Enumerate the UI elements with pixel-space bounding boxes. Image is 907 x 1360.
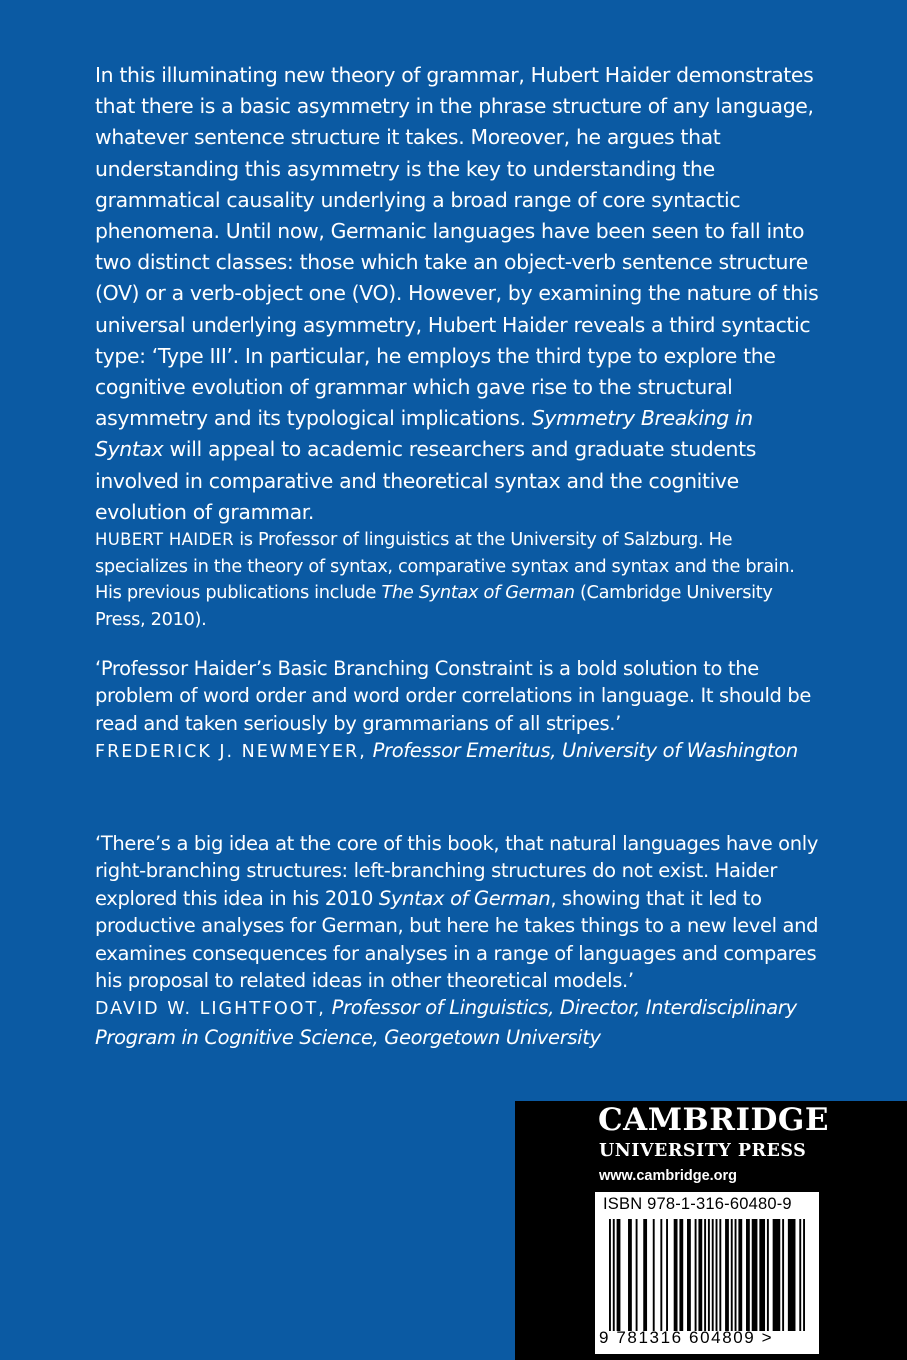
- quote-text-after: , showing that it led to productive analyses for German, but here he takes things to a new level and examines consequences for analyses in a range of languages and compares his proposal to related ideas in other theoretical models.’: [95, 886, 819, 993]
- barcode-bar: [695, 1219, 697, 1331]
- barcode-box: [595, 1192, 819, 1354]
- quote-affiliation: Professor Emeritus, University of Washington: [372, 739, 798, 763]
- blurb-part1: In this illuminating new theory of grammar, Hubert Haider demonstrates that there is a basic asymmetry in the phrase structure of any language, whatever sentence structure it takes. Moreover, he argues that understanding this asymmetry is the key to understanding the grammatical causality underlying a broad range of core syntactic phenomena. Until now, Germanic languages have been seen to fall into two distinct classes: those which take an object-verb sentence structure (OV) or a verb-object one (VO). However, by examining the nature of this universal underlying asymmetry, Hubert Haider reveals a third syntactic type: ‘Type III’. In particular, he employs the third type to explore the cognitive evolution of grammar which gave rise to the structural asymmetry and its typological implications.: [95, 63, 819, 431]
- publisher-url: www.cambridge.org: [599, 1168, 738, 1184]
- barcode-bar: [636, 1219, 638, 1331]
- barcode: [609, 1219, 805, 1331]
- author-name: HUBERT HAIDER: [95, 530, 234, 549]
- barcode-bar: [643, 1219, 647, 1331]
- barcode-bar: [628, 1219, 632, 1331]
- barcode-bar: [704, 1219, 706, 1331]
- barcode-bar: [708, 1219, 710, 1331]
- barcode-bar: [799, 1219, 801, 1331]
- barcode-bar: [719, 1219, 721, 1331]
- barcode-bar: [782, 1219, 784, 1331]
- barcode-bar: [738, 1219, 742, 1331]
- publisher-logo-subname: UNIVERSITY PRESS: [599, 1141, 807, 1161]
- barcode-bar: [698, 1219, 702, 1331]
- endorsement-quote: [95, 655, 820, 767]
- isbn-label: ISBN 978-1-316-60480-9: [603, 1195, 792, 1213]
- barcode-bar: [773, 1219, 781, 1331]
- barcode-bar: [725, 1219, 729, 1331]
- barcode-bar: [803, 1219, 805, 1331]
- barcode-bar: [716, 1219, 718, 1331]
- barcode-bar: [617, 1219, 621, 1331]
- bio-text1: is Professor of linguistics at the University of Salzburg. He specializes in the theory of syntax, comparative syntax and syntax and the brain. His previous publications include: [95, 529, 795, 603]
- book-title: Symmetry Breaking in Syntax: [95, 406, 753, 462]
- barcode-bar: [679, 1219, 683, 1331]
- barcode-bar: [687, 1219, 691, 1331]
- blurb-part2: will appeal to academic researchers and graduate students involved in comparative and theoretical syntax and the cognitive evolution of grammar.: [95, 437, 757, 524]
- barcode-bar: [759, 1219, 765, 1331]
- barcode-bar: [767, 1219, 769, 1331]
- endorsement-quote: [95, 830, 820, 1051]
- barcode-bar: [666, 1219, 668, 1331]
- barcode-bar: [731, 1219, 733, 1331]
- barcode-bar: [613, 1219, 615, 1331]
- quote-text: ‘There’s a big idea at the core of this book, that natural languages have only right-branching structures: left-branching structures do not exist. Haider explored this idea in his 2010: [95, 832, 819, 910]
- author-bio: [95, 527, 820, 633]
- barcode-digits: 9 781316 604809 >: [599, 1328, 774, 1347]
- barcode-bar: [674, 1219, 678, 1331]
- barcode-bar: [653, 1219, 655, 1331]
- quote-author: FREDERICK J. NEWMEYER,: [95, 742, 367, 763]
- barcode-bar: [609, 1219, 611, 1331]
- quote-text: ‘Professor Haider’s Basic Branching Constraint is a bold solution to the problem of word order and word order correlations in language. It should be read and taken seriously by grammarians of all stripes.’: [95, 657, 812, 735]
- bio-book-title: The Syntax of German: [381, 582, 575, 603]
- quote-author: DAVID W. LIGHTFOOT,: [95, 999, 326, 1020]
- barcode-bar: [735, 1219, 737, 1331]
- bio-text2: (Cambridge University Press, 2010).: [95, 582, 773, 630]
- quote-affiliation: Professor of Linguistics, Director, Interdisciplinary Program in Cognitive Science, Georgetown University: [95, 996, 797, 1049]
- barcode-bar: [752, 1219, 758, 1331]
- description-blurb: [95, 60, 820, 528]
- barcode-bar: [660, 1219, 662, 1331]
- quote-book-title: Syntax of German: [378, 886, 551, 910]
- barcode-bar: [712, 1219, 714, 1331]
- barcode-bar: [746, 1219, 750, 1331]
- publisher-logo-name: CAMBRIDGE: [598, 1102, 829, 1138]
- barcode-bar: [788, 1219, 796, 1331]
